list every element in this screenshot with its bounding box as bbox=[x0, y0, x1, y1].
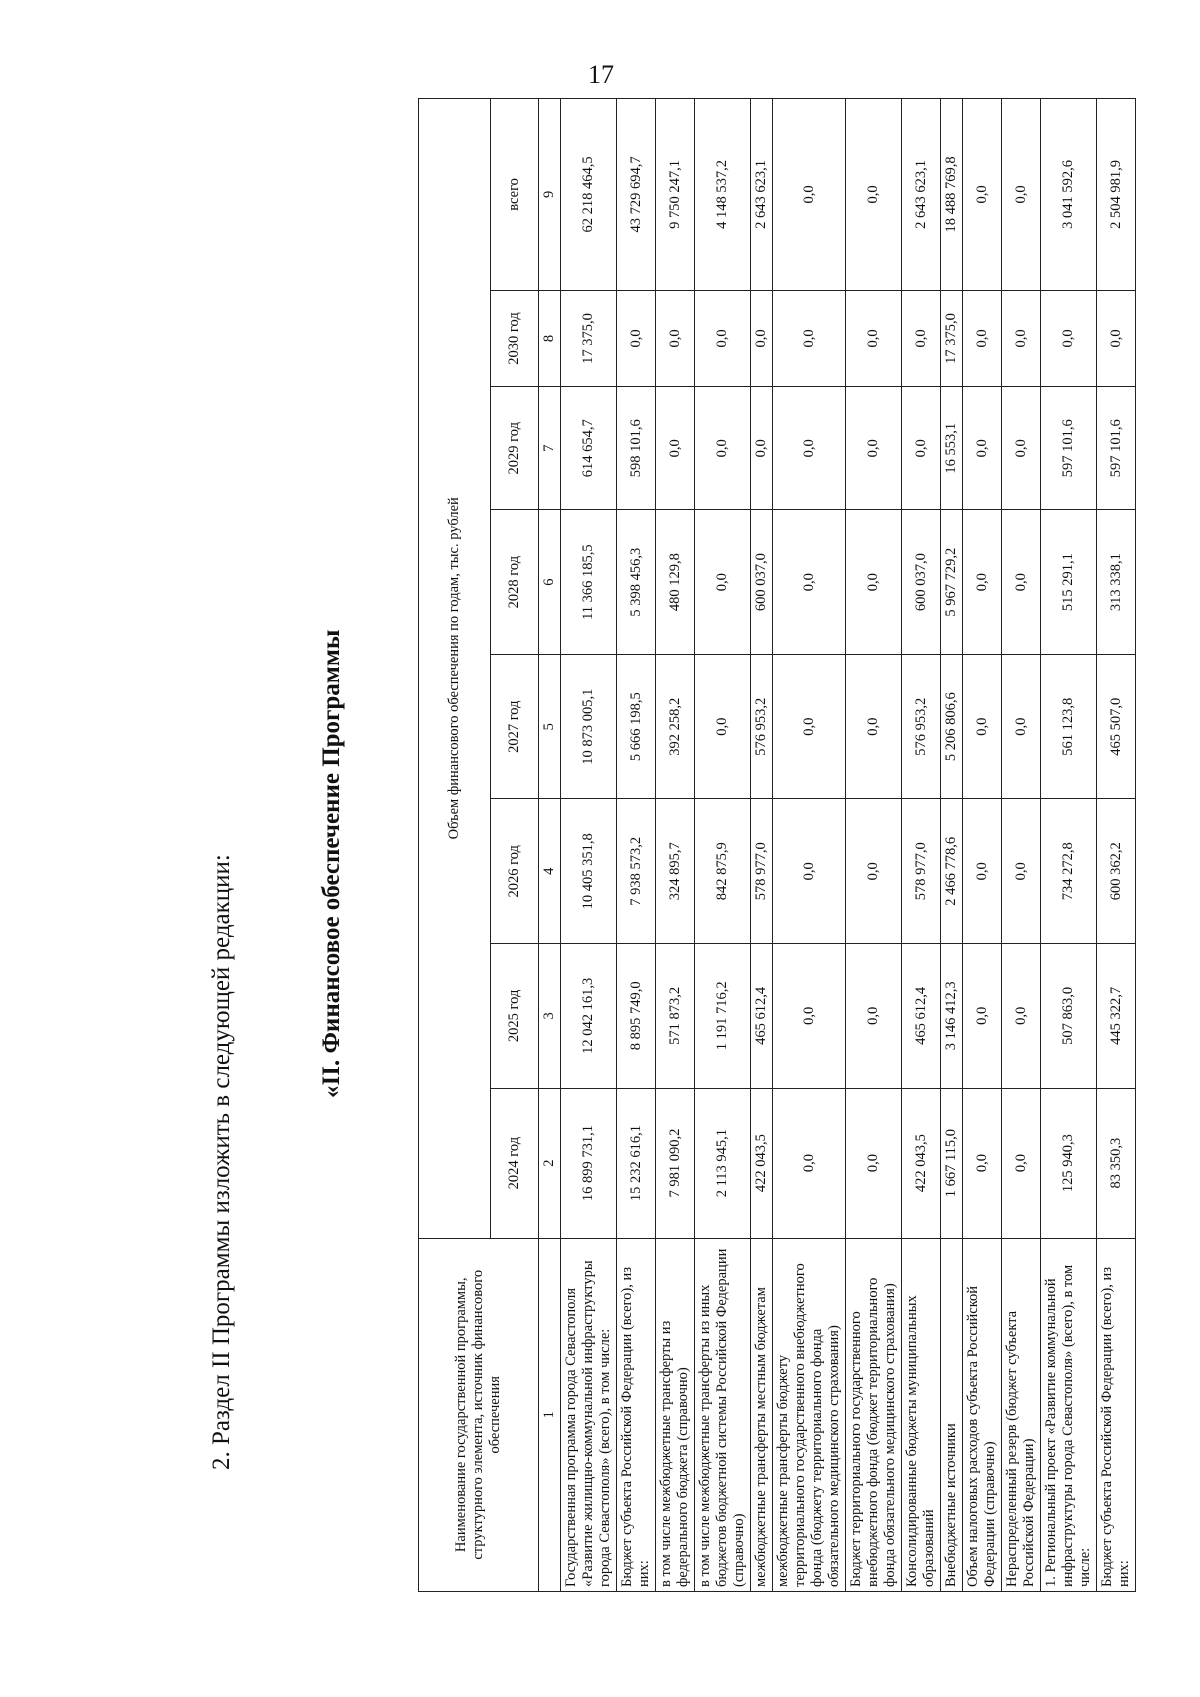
value-cell: 0,0 bbox=[963, 387, 1002, 510]
value-cell: 2 504 981,9 bbox=[1097, 99, 1136, 291]
value-cell: 480 129,8 bbox=[656, 510, 695, 655]
row-name: Бюджет субъекта Российской Федерации (всего), из них: bbox=[1097, 1238, 1136, 1591]
value-cell: 17 375,0 bbox=[561, 290, 617, 386]
value-cell: 0,0 bbox=[1041, 290, 1097, 386]
value-cell: 0,0 bbox=[773, 654, 846, 799]
value-cell: 0,0 bbox=[773, 799, 846, 944]
value-cell: 0,0 bbox=[846, 944, 902, 1089]
value-cell: 0,0 bbox=[846, 99, 902, 291]
value-cell: 515 291,1 bbox=[1041, 510, 1097, 655]
index-cell: 4 bbox=[539, 799, 561, 944]
value-cell: 0,0 bbox=[695, 510, 751, 655]
value-cell: 5 666 198,5 bbox=[617, 654, 656, 799]
value-cell: 614 654,7 bbox=[561, 387, 617, 510]
value-cell: 734 272,8 bbox=[1041, 799, 1097, 944]
value-cell: 0,0 bbox=[773, 387, 846, 510]
value-cell: 0,0 bbox=[846, 387, 902, 510]
value-cell: 0,0 bbox=[773, 1088, 846, 1238]
row-name: 1. Региональный проект «Развитие коммунальной инфраструктуры города Севастополя» (всего), в том числе: bbox=[1041, 1238, 1097, 1591]
value-cell: 597 101,6 bbox=[1097, 387, 1136, 510]
value-cell: 465 612,4 bbox=[902, 944, 941, 1089]
value-cell: 0,0 bbox=[773, 99, 846, 291]
value-cell: 0,0 bbox=[902, 387, 941, 510]
year-header: 2024 год bbox=[491, 1088, 539, 1238]
value-cell: 5 206 806,6 bbox=[941, 654, 963, 799]
value-cell: 598 101,6 bbox=[617, 387, 656, 510]
row-name: межбюджетные трансферты бюджету территориального государственного внебюджетного фонда (бюджету территориального фонда обязательного медицинского страхования) bbox=[773, 1238, 846, 1591]
value-cell: 0,0 bbox=[1002, 99, 1041, 291]
table-row bbox=[695, 99, 751, 1592]
table-row bbox=[561, 99, 617, 1592]
index-cell: 3 bbox=[539, 944, 561, 1089]
row-name: Бюджет территориального государственного внебюджетного фонда (бюджет территориального фонда обязательного медицинского страхования) bbox=[846, 1238, 902, 1591]
value-cell: 600 037,0 bbox=[751, 510, 773, 655]
value-cell: 1 667 115,0 bbox=[941, 1088, 963, 1238]
value-cell: 62 218 464,5 bbox=[561, 99, 617, 291]
value-cell: 9 750 247,1 bbox=[656, 99, 695, 291]
index-cell: 6 bbox=[539, 510, 561, 655]
value-cell: 0,0 bbox=[751, 290, 773, 386]
value-cell: 12 042 161,3 bbox=[561, 944, 617, 1089]
value-cell: 3 041 592,6 bbox=[1041, 99, 1097, 291]
value-cell: 576 953,2 bbox=[751, 654, 773, 799]
page-number: 17 bbox=[588, 60, 614, 89]
value-cell: 0,0 bbox=[846, 654, 902, 799]
index-cell: 1 bbox=[539, 1238, 561, 1591]
value-cell: 2 643 623,1 bbox=[902, 99, 941, 291]
value-cell: 0,0 bbox=[1002, 654, 1041, 799]
value-cell: 0,0 bbox=[846, 290, 902, 386]
value-cell: 2 113 945,1 bbox=[695, 1088, 751, 1238]
value-cell: 10 405 351,8 bbox=[561, 799, 617, 944]
value-cell: 43 729 694,7 bbox=[617, 99, 656, 291]
year-header: всего bbox=[491, 99, 539, 291]
value-cell: 2 643 623,1 bbox=[751, 99, 773, 291]
header-volume: Объем финансового обеспечения по годам, тыс. рублей bbox=[419, 99, 491, 1239]
value-cell: 16 553,1 bbox=[941, 387, 963, 510]
row-name: Бюджет субъекта Российской Федерации (всего), из них: bbox=[617, 1238, 656, 1591]
table-row bbox=[846, 99, 902, 1592]
value-cell: 1 191 716,2 bbox=[695, 944, 751, 1089]
value-cell: 445 322,7 bbox=[1097, 944, 1136, 1089]
value-cell: 0,0 bbox=[751, 387, 773, 510]
table-row bbox=[1041, 99, 1097, 1592]
value-cell: 0,0 bbox=[902, 290, 941, 386]
value-cell: 578 977,0 bbox=[902, 799, 941, 944]
index-cell: 2 bbox=[539, 1088, 561, 1238]
value-cell: 0,0 bbox=[963, 290, 1002, 386]
value-cell: 597 101,6 bbox=[1041, 387, 1097, 510]
table-row bbox=[656, 99, 695, 1592]
value-cell: 0,0 bbox=[1002, 1088, 1041, 1238]
value-cell: 507 863,0 bbox=[1041, 944, 1097, 1089]
table-row bbox=[963, 99, 1002, 1592]
value-cell: 0,0 bbox=[963, 1088, 1002, 1238]
value-cell: 0,0 bbox=[695, 290, 751, 386]
value-cell: 0,0 bbox=[963, 510, 1002, 655]
value-cell: 0,0 bbox=[1002, 799, 1041, 944]
value-cell: 17 375,0 bbox=[941, 290, 963, 386]
value-cell: 5 398 456,3 bbox=[617, 510, 656, 655]
value-cell: 576 953,2 bbox=[902, 654, 941, 799]
value-cell: 4 148 537,2 bbox=[695, 99, 751, 291]
table-row bbox=[1097, 99, 1136, 1592]
value-cell: 0,0 bbox=[846, 510, 902, 655]
value-cell: 0,0 bbox=[1002, 510, 1041, 655]
value-cell: 0,0 bbox=[1002, 944, 1041, 1089]
value-cell: 7 981 090,2 bbox=[656, 1088, 695, 1238]
value-cell: 15 232 616,1 bbox=[617, 1088, 656, 1238]
table-row bbox=[751, 99, 773, 1592]
value-cell: 16 899 731,1 bbox=[561, 1088, 617, 1238]
value-cell: 600 362,2 bbox=[1097, 799, 1136, 944]
row-name: в том числе межбюджетные трансферты из федерального бюджета (справочно) bbox=[656, 1238, 695, 1591]
row-name: Государственная программа города Севастополя «Развитие жилищно-коммунальной инфраструктуры города Севастополя» (всего), в том числе: bbox=[561, 1238, 617, 1591]
value-cell: 842 875,9 bbox=[695, 799, 751, 944]
value-cell: 8 895 749,0 bbox=[617, 944, 656, 1089]
value-cell: 571 873,2 bbox=[656, 944, 695, 1089]
value-cell: 313 338,1 bbox=[1097, 510, 1136, 655]
row-name: Внебюджетные источники bbox=[941, 1238, 963, 1591]
year-header: 2030 год bbox=[491, 290, 539, 386]
value-cell: 422 043,5 bbox=[751, 1088, 773, 1238]
value-cell: 0,0 bbox=[773, 944, 846, 1089]
financing-table-rotated bbox=[418, 98, 1132, 1592]
value-cell: 0,0 bbox=[963, 654, 1002, 799]
value-cell: 0,0 bbox=[963, 944, 1002, 1089]
row-name: Консолидированные бюджеты муниципальных образований bbox=[902, 1238, 941, 1591]
year-header: 2027 год bbox=[491, 654, 539, 799]
index-cell: 7 bbox=[539, 387, 561, 510]
value-cell: 0,0 bbox=[695, 654, 751, 799]
row-name: в том числе межбюджетные трансферты из иных бюджетов бюджетной системы Российской Федерации (справочно) bbox=[695, 1238, 751, 1591]
year-header: 2028 год bbox=[491, 510, 539, 655]
value-cell: 0,0 bbox=[963, 799, 1002, 944]
table-row bbox=[773, 99, 846, 1592]
value-cell: 324 895,7 bbox=[656, 799, 695, 944]
value-cell: 0,0 bbox=[963, 99, 1002, 291]
index-cell: 5 bbox=[539, 654, 561, 799]
value-cell: 0,0 bbox=[617, 290, 656, 386]
financing-table bbox=[418, 98, 1136, 1592]
value-cell: 0,0 bbox=[773, 510, 846, 655]
value-cell: 422 043,5 bbox=[902, 1088, 941, 1238]
value-cell: 561 123,8 bbox=[1041, 654, 1097, 799]
index-cell: 9 bbox=[539, 99, 561, 291]
value-cell: 7 938 573,2 bbox=[617, 799, 656, 944]
value-cell: 0,0 bbox=[656, 387, 695, 510]
index-cell: 8 bbox=[539, 290, 561, 386]
value-cell: 10 873 005,1 bbox=[561, 654, 617, 799]
value-cell: 125 940,3 bbox=[1041, 1088, 1097, 1238]
value-cell: 0,0 bbox=[1002, 290, 1041, 386]
year-header: 2026 год bbox=[491, 799, 539, 944]
value-cell: 18 488 769,8 bbox=[941, 99, 963, 291]
table-row bbox=[941, 99, 963, 1592]
value-cell: 0,0 bbox=[846, 1088, 902, 1238]
table-row bbox=[617, 99, 656, 1592]
value-cell: 465 507,0 bbox=[1097, 654, 1136, 799]
value-cell: 0,0 bbox=[1097, 290, 1136, 386]
table-row bbox=[902, 99, 941, 1592]
row-name: Нераспределенный резерв (бюджет субъекта Российской Федерации) bbox=[1002, 1238, 1041, 1591]
value-cell: 465 612,4 bbox=[751, 944, 773, 1089]
value-cell: 0,0 bbox=[773, 290, 846, 386]
value-cell: 2 466 778,6 bbox=[941, 799, 963, 944]
row-name: Объем налоговых расходов субъекта Российской Федерации (справочно) bbox=[963, 1238, 1002, 1591]
value-cell: 0,0 bbox=[846, 799, 902, 944]
value-cell: 600 037,0 bbox=[902, 510, 941, 655]
index-row bbox=[539, 99, 561, 1592]
value-cell: 83 350,3 bbox=[1097, 1088, 1136, 1238]
value-cell: 5 967 729,2 bbox=[941, 510, 963, 655]
value-cell: 392 258,2 bbox=[656, 654, 695, 799]
value-cell: 0,0 bbox=[695, 387, 751, 510]
table-row bbox=[1002, 99, 1041, 1592]
year-header: 2029 год bbox=[491, 387, 539, 510]
intro-text: 2. Раздел II Программы изложить в следующей редакции: bbox=[208, 854, 235, 1470]
header-name: Наименование государственной программы, структурного элемента, источник финансового обеспечения bbox=[419, 1238, 539, 1591]
year-header: 2025 год bbox=[491, 944, 539, 1089]
value-cell: 0,0 bbox=[1002, 387, 1041, 510]
value-cell: 0,0 bbox=[656, 290, 695, 386]
value-cell: 578 977,0 bbox=[751, 799, 773, 944]
section-title: «II. Финансовое обеспечение Программы bbox=[318, 629, 345, 1098]
value-cell: 3 146 412,3 bbox=[941, 944, 963, 1089]
row-name: межбюджетные трансферты местным бюджетам bbox=[751, 1238, 773, 1591]
value-cell: 11 366 185,5 bbox=[561, 510, 617, 655]
